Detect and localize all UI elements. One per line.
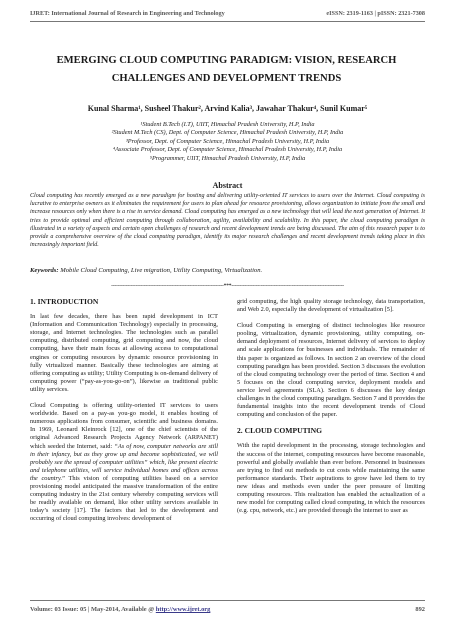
footer-rule <box>30 600 425 601</box>
footer-volume <box>30 606 210 613</box>
kleinrock-quote: “As of now, computer networks are still in their infancy, but as they grow up and become sophisticated, we will probably see the spread of computer utilities” which, like present electric and telephone utilities, will service individual homes and offices across the country. <box>30 442 218 482</box>
authors: Kunal Sharma¹, Susheel Thakur², Arvind Kalia³, Jawahar Thakur⁴, Sunil Kumar⁵ <box>87 104 368 113</box>
journal-link[interactable]: http://www.ijret.org <box>155 606 211 613</box>
paragraph: In last few decades, there has been rapid development in ICT (Information and Communication Technology) especially in processing, storage, and Internet technologies. The technologies such as parallel computing, distributed computing, grid computing and now, the cloud computing, have their main focus at allowing access to computational engines or computing resources by dynamic resource provisioning in fully virtualized manner. Basically these technologies are aiming at offering computing as utility; Utility Computing is on-demand delivery of computing power (“pay-as-you-go-on”), likewise as traditional public utility services. <box>30 313 218 393</box>
keywords-text: Mobile Cloud Computing, Live migration, Utility Computing, Virtualization. <box>60 267 263 274</box>
left-column <box>30 298 218 531</box>
paragraph-text: Cloud Computing is offering utility-oriented IT services to users worldwide. Based on a pay-as you-go model, it enables hosting of numerous applications from consumer, scientific and business domains. In 1969, Leonard Kleinrock [12], one of the chief scientists of the original Advanced Research Projects Agency Network (ARPANET) which seeded the Internet, said: <box>30 402 218 450</box>
running-footer <box>30 606 425 613</box>
running-header <box>30 10 425 17</box>
paragraph: grid computing, the high quality storage technology, data transportation, and Web 2.0, especially the development of virtualization [5]. <box>237 298 425 314</box>
paragraph: Cloud Computing is emerging of distinct technologies like resource pooling, virtualization, dynamic provisioning, utility computing, on-demand deployment of resources, Internet delivery of services to deploy and scale applications for businesses and individuals. The remainder of this paper is organized as follows. In section 2 an overview of the cloud computing paradigm has been provided. Section 3 discusses the evolution of the cloud computing technology over the period of time. Section 4 and 5 focuses on the cloud computing service, deployment models and service level agreements (SLA). Section 6 discusses the key design challenges in the cloud computing paradigm. Section 7 and 8 provides the fundamental insights into the recent development trends of Cloud computing and conclusion of the paper. <box>237 322 425 419</box>
abstract-text: Cloud computing has recently emerged as a new paradigm for hosting and delivering utility-oriented IT services to users over the Internet. Cloud computing is lucrative to enterprise owners as it eliminates the requirement for users to plan ahead for resource provisioning, allows organization to initiate from the small and increase resources only when there is a rise in service demand. Cloud computing has emerged as a new technology that will lead the next generation of Internet. It tries to provide optimal and efficient computing through collaboration, agility, availability and scalability. In this paper, the cloud computing paradigm is illustrated in a variety of aspects and certain open challenges of research and recent development trends are being discussed. The aim of this research paper is to provide a comprehensive overview of the cloud computing paradigm, identify its major research challenges and recent development trends taking place in this increasingly important field. <box>30 193 425 249</box>
affiliation: ²Student M.Tech (CS), Dept. of Computer Science, Himachal Pradesh University, H.P, India <box>111 129 344 137</box>
paper-title: EMERGING CLOUD COMPUTING PARADIGM: VISION, RESEARCH CHALLENGES AND DEVELOPMENT TRENDS <box>56 55 397 84</box>
section-heading-introduction: 1. INTRODUCTION <box>30 297 99 306</box>
separator: ---------------------------------------------------------------------***--------------------------------------------------------------------- <box>111 283 344 289</box>
issn: eISSN: 2319-1163 | pISSN: 2321-7308 <box>326 10 425 17</box>
abstract-heading: Abstract <box>212 181 243 190</box>
keywords-label: Keywords: <box>30 267 59 274</box>
affiliation: ⁵Programmer, UIIT, Himachal Pradesh University, H.P, India <box>149 154 306 162</box>
affiliations <box>30 121 425 163</box>
affiliation: ¹Student B.Tech (I.T), UIIT, Himachal Pradesh University, H.P, India <box>140 121 315 128</box>
paragraph: With the rapid development in the processing, storage technologies and the success of the internet, computing resources have become reasonable, powerful and globally available than ever before. Personnel in businesses are trying to find out methods to cut costs while maintaining the same performance standards. Their aspirations to grow have led them to try new ideas and methods even under the peer pressure of limiting computing resources. This realization has enabled the actualization of a new model for computing called cloud computing, in which the resources (e.g. cpu, network, etc.) are provided through the internet to user as <box>237 442 425 515</box>
paragraph <box>30 402 218 523</box>
paragraph-text: ” This vision of computing utilities based on a service provisioning model anticipated the massive transformation of the entire computing industry in the 21st century whereby computing services will be readily available on demand, like other utility services available in today’s society [17]. The factors that led to the development and occurring of cloud computing involves: development of <box>30 474 218 523</box>
page-number: 892 <box>415 606 425 613</box>
right-column <box>237 298 425 523</box>
footer-volume-text: Volume: 03 Issue: 05 | May-2014, Available @ <box>30 606 155 613</box>
header-rule <box>30 21 425 22</box>
section-heading-cloud-computing: 2. CLOUD COMPUTING <box>237 426 323 436</box>
affiliation: ³Professor, Dept. of Computer Science, Himachal Pradesh University, H.P, India <box>125 137 330 145</box>
affiliation: ⁴Associate Professor, Dept. of Computer Science, Himachal Pradesh University, H.P, India <box>112 146 343 154</box>
journal-name: IJRET: International Journal of Research in Engineering and Technology <box>30 10 225 17</box>
keywords <box>30 267 425 274</box>
